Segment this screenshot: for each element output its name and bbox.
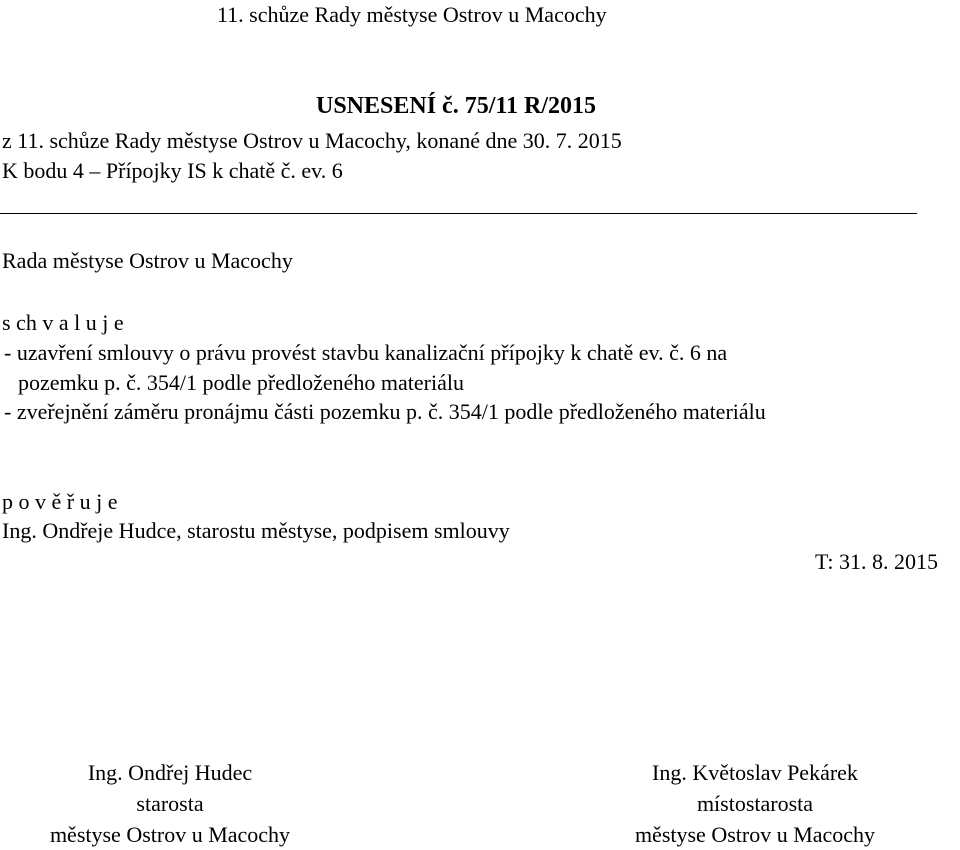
resolution-title: USNESENÍ č. 75/11 R/2015 (316, 93, 597, 119)
signature-block-deputy-mayor (590, 757, 920, 850)
resolution-source: z 11. schůze Rady městyse Ostrov u Macochy, konané dne 30. 7. 2015 (2, 128, 622, 153)
issuer: Rada městyse Ostrov u Macochy (2, 248, 293, 273)
deadline: T: 31. 8. 2015 (815, 549, 938, 574)
approves-item-1: - uzavření smlouvy o právu provést stavbu kanalizační přípojky k chatě ev. č. 6 na (4, 340, 728, 365)
signature-role: místostarosta (696, 791, 814, 816)
agenda-item: K bodu 4 – Přípojky IS k chatě č. ev. 6 (2, 158, 343, 183)
meeting-header: 11. schůze Rady městyse Ostrov u Macochy (217, 2, 607, 27)
approves-item-2: - zveřejnění záměru pronájmu části pozemku p. č. 354/1 podle předloženého materiálu (4, 399, 766, 424)
signature-org: městyse Ostrov u Macochy (49, 822, 291, 847)
authorizes-text: Ing. Ondřeje Hudce, starostu městyse, podpisem smlouvy (2, 518, 510, 543)
divider-line (0, 213, 917, 214)
signature-block-mayor (10, 757, 330, 850)
signature-name: Ing. Květoslav Pekárek (652, 760, 858, 785)
authorizes-heading: p o v ě ř u j e (2, 489, 118, 514)
signature-role: starosta (136, 791, 204, 816)
signature-org: městyse Ostrov u Macochy (634, 822, 876, 847)
approves-item-1-continuation: pozemku p. č. 354/1 podle předloženého materiálu (18, 370, 464, 395)
signature-name: Ing. Ondřej Hudec (87, 760, 253, 785)
approves-heading: s ch v a l u j e (2, 310, 124, 335)
